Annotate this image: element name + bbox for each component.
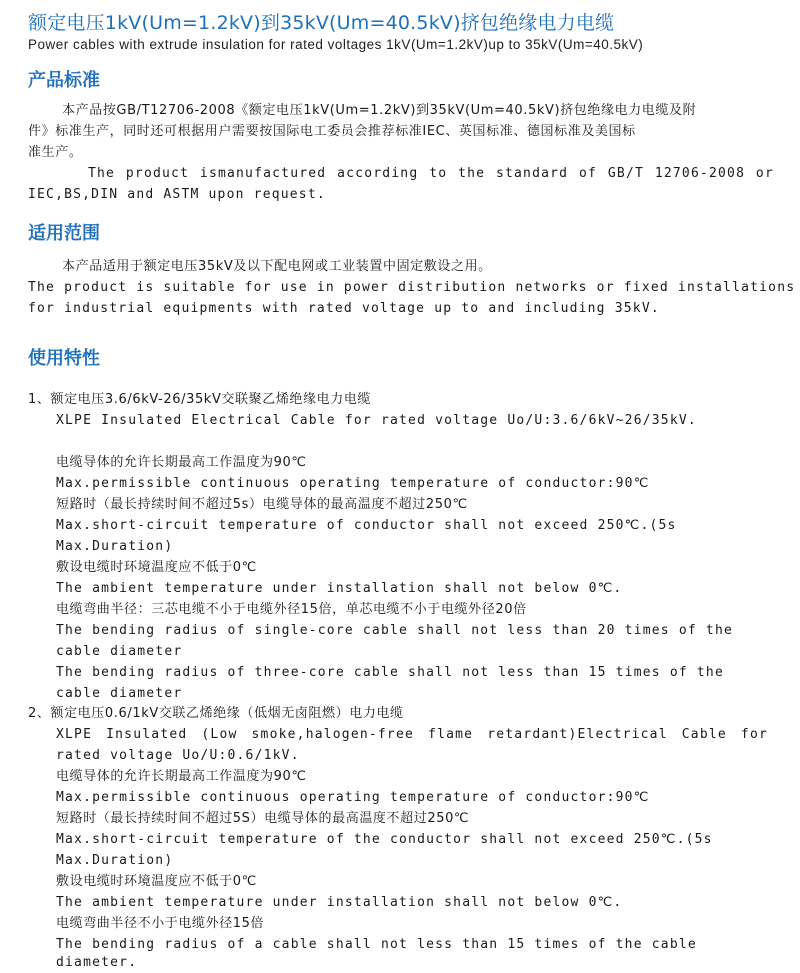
feature-1-title: 1、额定电压3.6/6kV-26/35kV交联聚乙烯绝缘电力电缆 <box>28 392 372 407</box>
feature-2-line-1: 电缆导体的允许长期最高工作温度为90℃ <box>56 769 307 784</box>
feature-2-line-7: The ambient temperature under installation shall not below 0℃. <box>56 895 623 910</box>
feature-2-line-3: 短路时（最长持续时间不超过5S）电缆导体的最高温度不超过250℃ <box>56 811 470 826</box>
feature-1-line-8: 电缆弯曲半径：三芯电缆不小于电缆外径15倍，单芯电缆不小于电缆外径20倍 <box>56 602 527 617</box>
feature-1-line-10: cable diameter <box>56 644 183 659</box>
heading-product-standard: 产品标准 <box>28 70 100 91</box>
feature-1-en-title: XLPE Insulated Electrical Cable for rated voltage Uo/U:3.6/6kV~26/35kV. <box>56 413 697 428</box>
feature-1-line-6: 敷设电缆时环境温度应不低于0℃ <box>56 560 257 575</box>
feature-1-line-5: Max.Duration) <box>56 539 174 554</box>
standard-en-line-1: The product ismanufactured according to the standard of GB/T 12706-2008 or <box>88 166 774 181</box>
feature-1-line-11: The bending radius of three-core cable shall not less than 15 times of the <box>56 665 724 680</box>
feature-2-line-4: Max.short-circuit temperature of the conductor shall not exceed 250℃.(5s <box>56 832 713 847</box>
feature-1-line-3: 短路时（最长持续时间不超过5s）电缆导体的最高温度不超过250℃ <box>56 497 468 512</box>
feature-1-line-4: Max.short-circuit temperature of conductor shall not exceed 250℃.(5s <box>56 518 677 533</box>
feature-2-line-8: 电缆弯曲半径不小于电缆外径15倍 <box>56 916 265 931</box>
scope-en-line-1: The product is suitable for use in power distribution networks or fixed installations <box>28 280 796 295</box>
heading-scope: 适用范围 <box>28 223 100 244</box>
scope-cn-line-1: 本产品适用于额定电压35kV及以下配电网或工业装置中固定敷设之用。 <box>62 259 492 274</box>
feature-1-line-7: The ambient temperature under installation shall not below 0℃. <box>56 581 623 596</box>
feature-1-line-12: cable diameter <box>56 686 183 701</box>
product-title-cn: 额定电压1kV(Um=1.2kV)到35kV(Um=40.5kV)挤包绝缘电力电缆 <box>28 12 615 34</box>
standard-cn-line-1: 本产品按GB/T12706-2008《额定电压1kV(Um=1.2kV)到35kV(Um=40.5kV)挤包绝缘电力电缆及附 <box>62 103 697 118</box>
feature-1-line-2: Max.permissible continuous operating temperature of conductor:90℃ <box>56 476 650 491</box>
product-title-en: Power cables with extrude insulation for rated voltages 1kV(Um=1.2kV)up to 35kV(Um=40.5kV) <box>28 37 644 52</box>
feature-1-line-9: The bending radius of single-core cable shall not less than 20 times of the <box>56 623 733 638</box>
standard-en-line-2: IEC,BS,DIN and ASTM upon request. <box>28 187 326 202</box>
standard-cn-line-2: 件》标准生产，同时还可根据用户需要按国际电工委员会推荐标准IEC、英国标准、德国标准及美国标 <box>28 124 636 139</box>
feature-2-title: 2、额定电压0.6/1kV交联乙烯绝缘（低烟无卤阻燃）电力电缆 <box>28 706 404 721</box>
scope-en-line-2: for industrial equipments with rated voltage up to and including 35kV. <box>28 301 660 316</box>
feature-1-line-1: 电缆导体的允许长期最高工作温度为90℃ <box>56 455 307 470</box>
heading-features: 使用特性 <box>28 348 100 369</box>
feature-2-line-6: 敷设电缆时环境温度应不低于0℃ <box>56 874 257 889</box>
standard-cn-line-3: 准生产。 <box>28 145 83 160</box>
feature-2-en-title-2: rated voltage Uo/U:0.6/1kV. <box>56 748 300 763</box>
feature-2-line-10: diameter. <box>56 955 138 970</box>
feature-2-line-5: Max.Duration) <box>56 853 174 868</box>
feature-2-en-title-1: XLPE Insulated (Low smoke,halogen-free flame retardant)Electrical Cable for <box>56 727 768 742</box>
feature-2-line-2: Max.permissible continuous operating temperature of conductor:90℃ <box>56 790 650 805</box>
feature-2-line-9: The bending radius of a cable shall not less than 15 times of the cable <box>56 937 697 952</box>
